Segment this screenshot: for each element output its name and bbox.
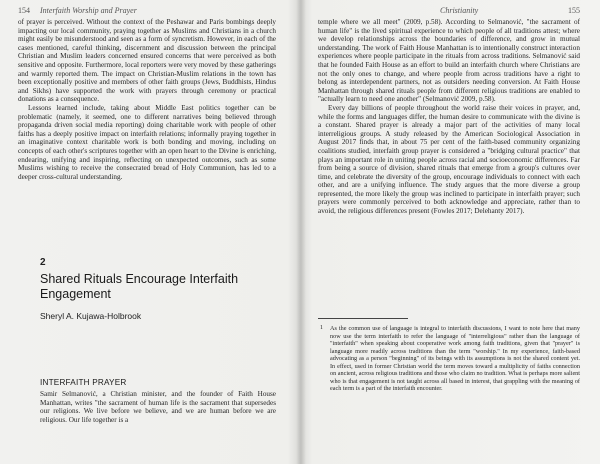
paragraph: Lessons learned include, taking about Middle East politics together can be problematic (namely, it seemed, one to different narratives being believed through propaganda driven social media reporting) doing charitable work with people of other faiths has a deeply positive impact on interfaith relations; informally praying together in an imaginative context charitable work is both bonding and moving, including on concepts of each other's scriptures together with an open heart to the Divine is enriching, endearing, unifying and inspiring, reflecting on unexpected outcomes, such as some Muslims wishing to receive the consecrated bread of Holy Communion, has led to a deeper cross-cultural understanding. xyxy=(18,103,276,181)
paragraph: Samir Selmanović, a Christian minister, and the founder of Faith House Manhattan, writes "the sacrament of human life is the sacrament that supersedes our religions. We live before we believe, and we are human before we are religious. Our life together is a xyxy=(40,390,276,424)
body-text-bottom xyxy=(40,390,276,446)
paragraph: temple where we all meet" (2009, p.58). According to Selmanović, "the sacrament of human life" is the lived spiritual experience to which people of all traditions attest; where we develop relationships across the boundaries of difference, and grow in mutual understanding. The work of Faith House Manhattan is to intentionally construct interaction experiences where people participate in the rituals from across traditions. Selmanović said that he founded Faith House as an effort to build an interfaith church where Christians are not the only ones to change, and where people from across traditions have a right to belong as interdependent partners, not as outsiders needing conversion. At Faith House Manhattan through shared rituals people from different religious traditions are enabled to "actually learn to need one another" (Selmanović 2009, p.58). xyxy=(318,18,580,104)
footnote-rule xyxy=(318,318,408,319)
paragraph: of prayer is perceived. Without the context of the Peshawar and Paris bombings deeply impacting our local community, praying together as Muslims and Christians in a church might easily be misunderstood and seen as a form of syncretism. However, in each of the cases mentioned, careful thinking, discernment and discussion between the principal Christian and Muslim leaders concerned ensured concerns that were perceived as both sensitive and opposite. Furthermore, local reporters were very moved by these gatherings and warmly reported them. The impact on Christian-Muslim relations in the town has been exceptionally positive and members of other faith groups (Jews, Buddhists, Hindus and Sikhs) have supported the work with prayers through ceremony or practical donations as a consequence. xyxy=(18,18,276,104)
body-text xyxy=(318,18,580,310)
body-text-top xyxy=(18,18,276,246)
running-head: Christianity xyxy=(440,6,479,15)
footnote-text: As the common use of language is integral to interfaith discussions, I want to note here that many now use the term interfaith to refer the language of "interreligious" rather than the language of "interfaith" when speaking about cooperative work among faith traditions, given that "prayer" is language more readily across traditions than the term "worship." In my experience, faith-based advocating as a person "beginning" of its beings with its assumptions is not the shared content yet. In effect, used in former Christian world the term moves toward a multiplicity of faiths connection on ancient, across religious traditions and those who claim no tradition. What is perhaps more salient who is that engagement is not taught across all based in interest, that grappling with the meaning of each term is a part of the interfaith encounter. xyxy=(330,325,580,392)
chapter-number: 2 xyxy=(40,257,46,268)
running-head: Interfaith Worship and Prayer xyxy=(40,6,137,15)
right-page xyxy=(300,0,600,464)
chapter-author: Sheryl A. Kujawa-Holbrook xyxy=(40,311,142,321)
page-number: 155 xyxy=(568,6,580,15)
paragraph: Every day billions of people throughout the world raise their voices in prayer, and, while the forms and languages differ, the human desire to communicate with the divine is a constant. Shared prayer is already a major part of the activities of many local interreligious groups. A study released by the American Sociological Association in August 2017 finds that, in about 75 per cent of the faith-based community organizing coalitions studied, interfaith group prayer is considered a "bridging cultural practice" that plays an important role in uniting people across racial and socioeconomic differences. Far from being a source of division, shared rituals that emerge from a group's cultures over time, and celebrate the diversity of the group, encourage individuals to connect with each other, and are a unifying influence. The study argues that the more diverse a group represented, the more likely the group was inclined to participate in interfaith prayer; such prayers were commonly perceived to both acknowledge and appreciate, rather than to avoid, the religious differences present (Fowles 2017; Delehanty 2017). xyxy=(318,103,580,216)
section-heading: INTERFAITH PRAYER xyxy=(40,378,127,387)
footnote-number: 1 xyxy=(320,325,323,331)
page-number: 154 xyxy=(18,6,30,15)
chapter-title: Shared Rituals Encourage Interfaith Engagement xyxy=(40,272,239,301)
